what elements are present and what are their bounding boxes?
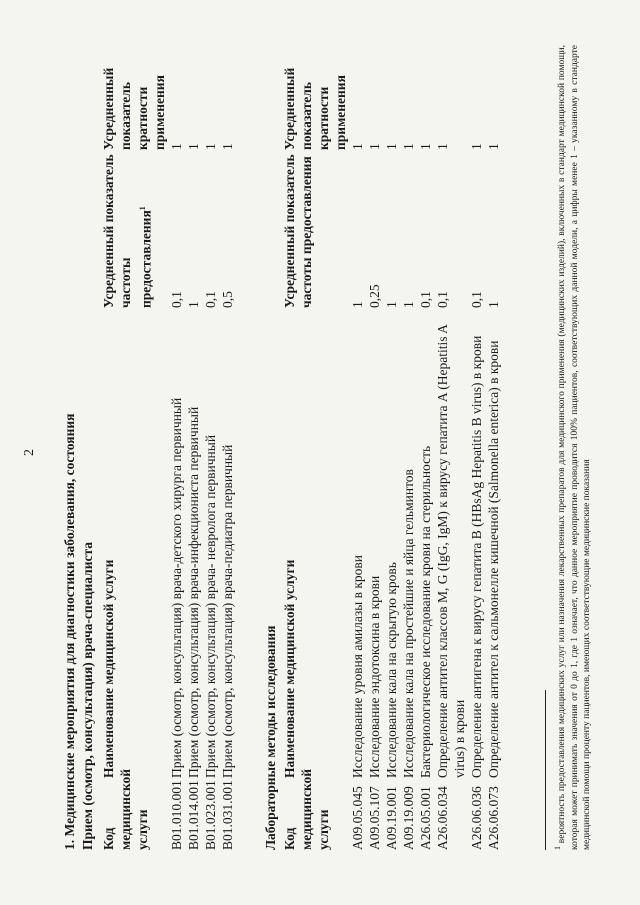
service-name: Прием (осмотр, консультация) врача-инфекциониста первичный <box>186 406 201 778</box>
column-header-multiplicity: Усредненный показатель кратности применения <box>282 67 348 150</box>
frequency-value: 0,1 <box>469 291 484 308</box>
frequency-value: 0,1 <box>418 291 433 308</box>
consultations-table <box>100 67 236 850</box>
table-header-row <box>100 90 168 850</box>
footnote <box>552 45 594 850</box>
column-header-name: Наименование медицинской услуги <box>282 559 297 778</box>
service-code: A26.05.001 <box>418 786 433 850</box>
service-name: Определение антигена к вирусу гепатита B (HBsAg Hepatitis B virus) в крови <box>469 335 484 778</box>
service-code: B01.010.001 <box>169 780 184 850</box>
frequency-value: 0,25 <box>367 284 382 308</box>
footnote-text: вероятность предоставления медицинских услуг или назначения лекарственных препаратов для медицинского применения (медицинских изделий), включенных в стандарт медицинской помощи, которая может принимать значения от 0 до 1, где 1 означает, что данное мероприятие проводится 100% пациентов, соответствующих данной модели, а цифры менее 1 – указанному в стандарте медицинской помощи проценту пациентов, имеющих соответствующие медицинские показания <box>557 44 593 850</box>
service-name: Исследование кала на простейшие и яйца гельминтов <box>401 469 416 778</box>
service-code: B01.023.001 <box>203 780 218 850</box>
frequency-value: 1 <box>384 301 399 308</box>
table-row <box>417 90 434 850</box>
column-header-code: Код медицинской услуги <box>282 768 331 850</box>
service-name: Исследование эндотоксина в крови <box>367 575 382 778</box>
frequency-value: 1 <box>350 301 365 308</box>
table-row <box>185 90 202 850</box>
table-row <box>219 90 236 850</box>
table-row <box>434 90 468 850</box>
footnote-number: 1 <box>553 846 562 850</box>
table-row <box>485 90 502 850</box>
table-row <box>202 90 219 850</box>
service-code: B01.014.001 <box>186 780 201 850</box>
service-code: A09.05.045 <box>350 786 365 850</box>
lab-tests-table <box>281 67 502 850</box>
service-name: Прием (осмотр, консультация) врача- невролога первичный <box>203 434 218 778</box>
multiplicity-value: 1 <box>418 143 433 150</box>
column-header-frequency: Усредненный показатель частоты предоставления <box>282 154 314 308</box>
frequency-value: 0,1 <box>203 291 218 308</box>
service-code: A09.19.009 <box>401 786 416 850</box>
frequency-value: 1 <box>486 301 501 308</box>
multiplicity-value: 1 <box>401 143 416 150</box>
multiplicity-value: 1 <box>435 143 450 150</box>
table-row <box>468 90 485 850</box>
subsection-heading-consultations: Прием (осмотр, консультация) врача-специалиста <box>80 541 95 850</box>
footnote-divider <box>545 690 546 850</box>
service-name: Бактериологическое исследование крови на стерильность <box>418 445 433 778</box>
frequency-value: 0,1 <box>435 291 450 308</box>
service-name: Прием (осмотр, консультация) врача-педиатра первичный <box>220 444 235 778</box>
multiplicity-value: 1 <box>350 143 365 150</box>
service-code: A26.06.036 <box>469 786 484 850</box>
table-header-row <box>281 90 349 850</box>
table-row <box>349 90 366 850</box>
multiplicity-value: 1 <box>486 143 501 150</box>
table-row <box>366 90 383 850</box>
rotated-scanned-page <box>10 10 630 895</box>
service-name: Прием (осмотр, консультация) врача-детского хирурга первичный <box>169 397 184 778</box>
column-header-multiplicity: Усредненный показатель кратности применения <box>101 67 167 150</box>
multiplicity-value: 1 <box>367 143 382 150</box>
table-row <box>400 90 417 850</box>
service-code: A09.05.107 <box>367 786 382 850</box>
service-code: A09.19.001 <box>384 786 399 850</box>
frequency-header-text: Усредненный показатель частоты предоставления <box>101 154 154 308</box>
service-name: Исследование уровня амилазы в крови <box>350 554 365 778</box>
frequency-value: 0,5 <box>220 291 235 308</box>
multiplicity-value: 1 <box>384 143 399 150</box>
service-name: Исследование кала на скрытую кровь <box>384 562 399 778</box>
table-row <box>168 90 185 850</box>
service-code: A26.06.034 <box>435 786 450 850</box>
column-header-name: Наименование медицинской услуги <box>101 559 116 778</box>
multiplicity-value: 1 <box>469 143 484 150</box>
column-header-frequency <box>100 150 168 308</box>
table-row <box>383 90 400 850</box>
frequency-value: 0,1 <box>169 291 184 308</box>
multiplicity-value: 1 <box>186 143 201 150</box>
service-name: Определение антител к сальмонелле кишечной (Salmonella enterica) в крови <box>486 340 501 778</box>
frequency-value: 1 <box>401 301 416 308</box>
service-code: B01.031.001 <box>220 780 235 850</box>
multiplicity-value: 1 <box>203 143 218 150</box>
subsection-heading-lab: Лабораторные методы исследования <box>263 625 278 850</box>
page-number: 2 <box>22 449 37 456</box>
frequency-value: 1 <box>186 301 201 308</box>
section-heading: 1. Медицинские мероприятия для диагностики заболевания, состояния <box>62 413 77 850</box>
multiplicity-value: 1 <box>169 143 184 150</box>
footnote-mark: 1 <box>138 206 147 211</box>
multiplicity-value: 1 <box>220 143 235 150</box>
service-name: Определение антител классов M, G (IgG, IgM) к вирусу гепатита A (Hepatitis A virus) в крови <box>435 324 467 778</box>
column-header-code: Код медицинской услуги <box>101 768 150 850</box>
service-code: A26.06.073 <box>486 786 501 850</box>
